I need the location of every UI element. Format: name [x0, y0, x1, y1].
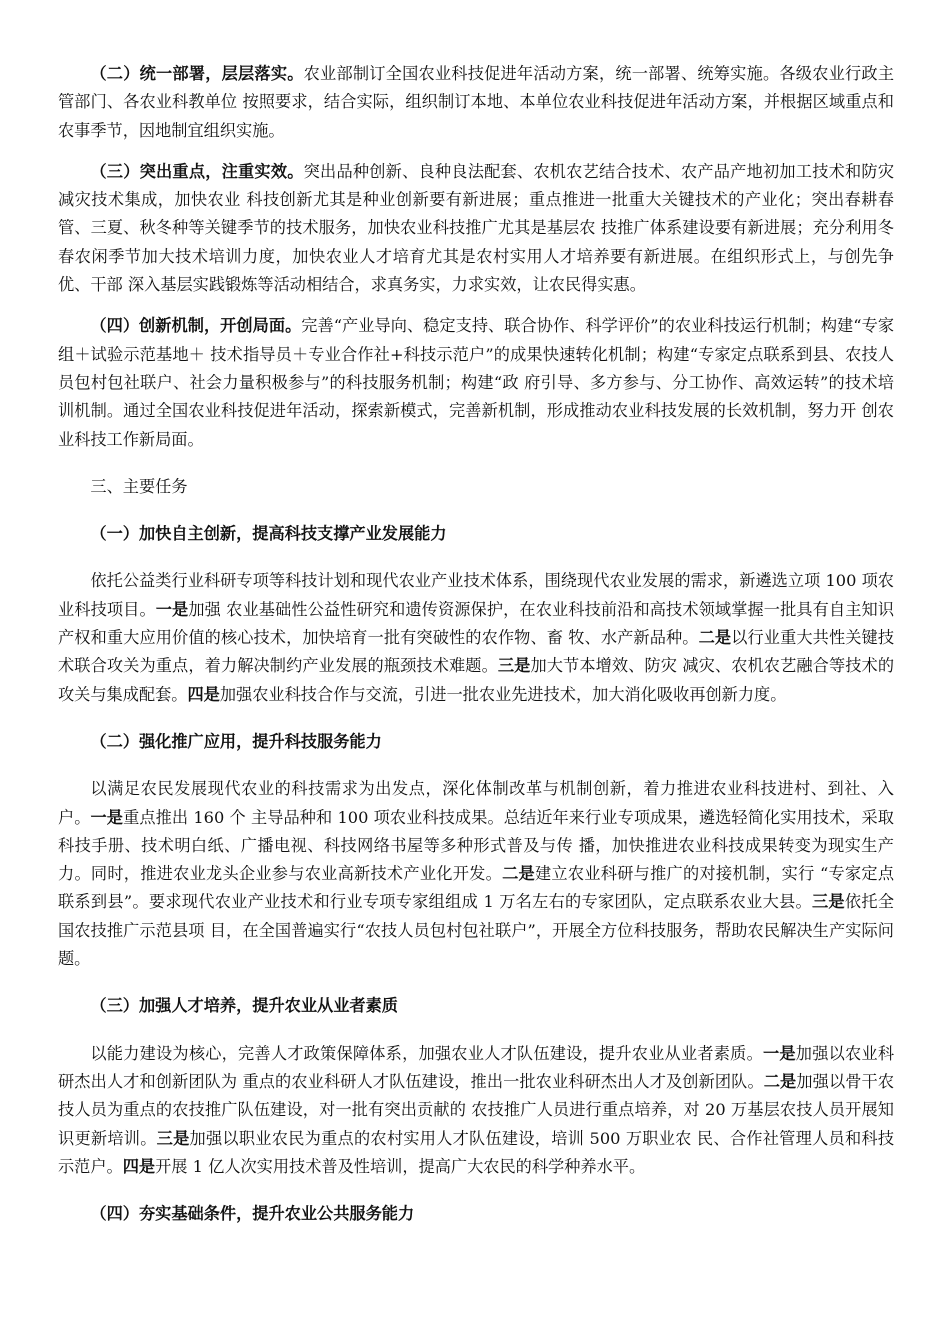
paragraph-mechanism	[58, 312, 894, 453]
paragraph-text: 农业部制订全国农业科技促进年活动方案，统一部署、统筹实施。各级农业行政主管部门、各农业科教单位 按照要求，结合实际，组织制订本地、本单位农业科技促进年活动方案，并根据区域重点和农事季节，因地制宜组织实施。	[58, 64, 895, 140]
paragraph-talent: 以能力建设为核心，完善人才政策保障体系，加强农业人才队伍建设，提升农业从业者素质。一是加强以农业科研杰出人才和创新团队为 重点的农业科研人才队伍建设，推出一批农业科研杰出人才及创新团队。二是加强以骨干农技人员为重点的农技推广队伍建设，对一批有突出贡献的 农技推广人员进行重点培养，对 20 万基层农技人员开展知识更新培训。三是加强以职业农民为重点的农村实用人才队伍建设，培训 500 万职业农 民、合作社管理人员和科技示范户。四是开展 1 亿人次实用技术普及性培训，提高广大农民的科学种养水平。	[58, 1043, 895, 1176]
paragraph-lead: （三）突出重点，注重实效。	[90, 161, 304, 181]
subsection-heading-foundation: （四）夯实基础条件，提升农业公共服务能力	[90, 1204, 415, 1224]
subsection-heading-innovation: （一）加快自主创新，提高科技支撑产业发展能力	[90, 524, 447, 544]
paragraph-focus	[58, 158, 894, 299]
paragraph-text: 突出品种创新、良种良法配套、农机农艺结合技术、农产品产地初加工技术和防灾减灾技术集成，加快农业 科技创新尤其是种业创新要有新进展；重点推进一批重大关键技术的产业化；突出春耕春管、三夏、秋冬种等关键季节的技术服务，加快农业科技推广尤其是基层农 技推广体系建设要有新进展；充分利用冬春农闲季节加大技术培训力度，加快农业人才培育尤其是农村实用人才培养要有新进展。在组织形式上，与创先争优、干部 深入基层实践锻炼等活动相结合，求真务实，力求实效，让农民得实惠。	[58, 161, 895, 295]
paragraph-extension: 以满足农民发展现代农业的科技需求为出发点，深化体制改革与机制创新，着力推进农业科技进村、到社、入户。一是重点推出 160 个 主导品种和 100 项农业科技成果。总结近年来行业专项成果，遴选轻简化实用技术，采取科技手册、技术明白纸、广播电视、科技网络书屋等多种形式普及与传 播，加快推进农业科技成果转变为现实生产力。同时，推进农业龙头企业参与农业高新技术产业化开发。二是建立农业科研与推广的对接机制，实行 “专家定点联系到县”。要求现代农业产业技术和行业专项专家组组成 1 万名左右的专家团队，定点联系农业大县。三是依托全国农技推广示范县项 目，在全国普遍实行“农技人员包村包社联户”，开展全方位科技服务，帮助农民解决生产实际问题。	[58, 779, 895, 969]
paragraph-text: 完善“产业导向、稳定支持、联合协作、科学评价”的农业科技运行机制；构建“专家组＋试验示范基地＋ 技术指导员＋专业合作社+科技示范户”的成果快速转化机制；构建“专家定点联系到县、农技人员包村包社联户、社会力量积极参与”的科技服务机制；构建“政 府引导、多方参与、分工协作、高效运转”的技术培训机制。通过全国农业科技促进年活动，探索新模式，完善新机制，形成推动农业科技发展的长效机制，努力开 创农业科技工作新局面。	[58, 316, 895, 449]
paragraph-deploy	[58, 60, 894, 145]
paragraph-lead: （二）统一部署，层层落实。	[90, 64, 304, 83]
section-heading-main-tasks: 三、主要任务	[90, 476, 188, 496]
subsection-heading-extension: （二）强化推广应用，提升科技服务能力	[90, 731, 382, 751]
subsection-heading-talent: （三）加强人才培养，提升农业从业者素质	[90, 996, 398, 1016]
paragraph-innovation: 依托公益类行业科研专项等科技计划和现代农业产业技术体系，围绕现代农业发展的需求，新遴选立项 100 项农业科技项目。一是加强 农业基础性公益性研究和遗传资源保护，在农业科技前沿和高技术领域掌握一批具有自主知识产权和重大应用价值的核心技术，加快培育一批有突破性的农作物、畜 牧、水产新品种。二是以行业重大共性关键技术联合攻关为重点，着力解决制约产业发展的瓶颈技术难题。三是加大节本增效、防灾 减灾、农机农艺融合等技术的攻关与集成配套。四是加强农业科技合作与交流，引进一批农业先进技术，加大消化吸收再创新力度。	[58, 571, 895, 704]
paragraph-lead: （四）创新机制，开创局面。	[90, 316, 302, 336]
